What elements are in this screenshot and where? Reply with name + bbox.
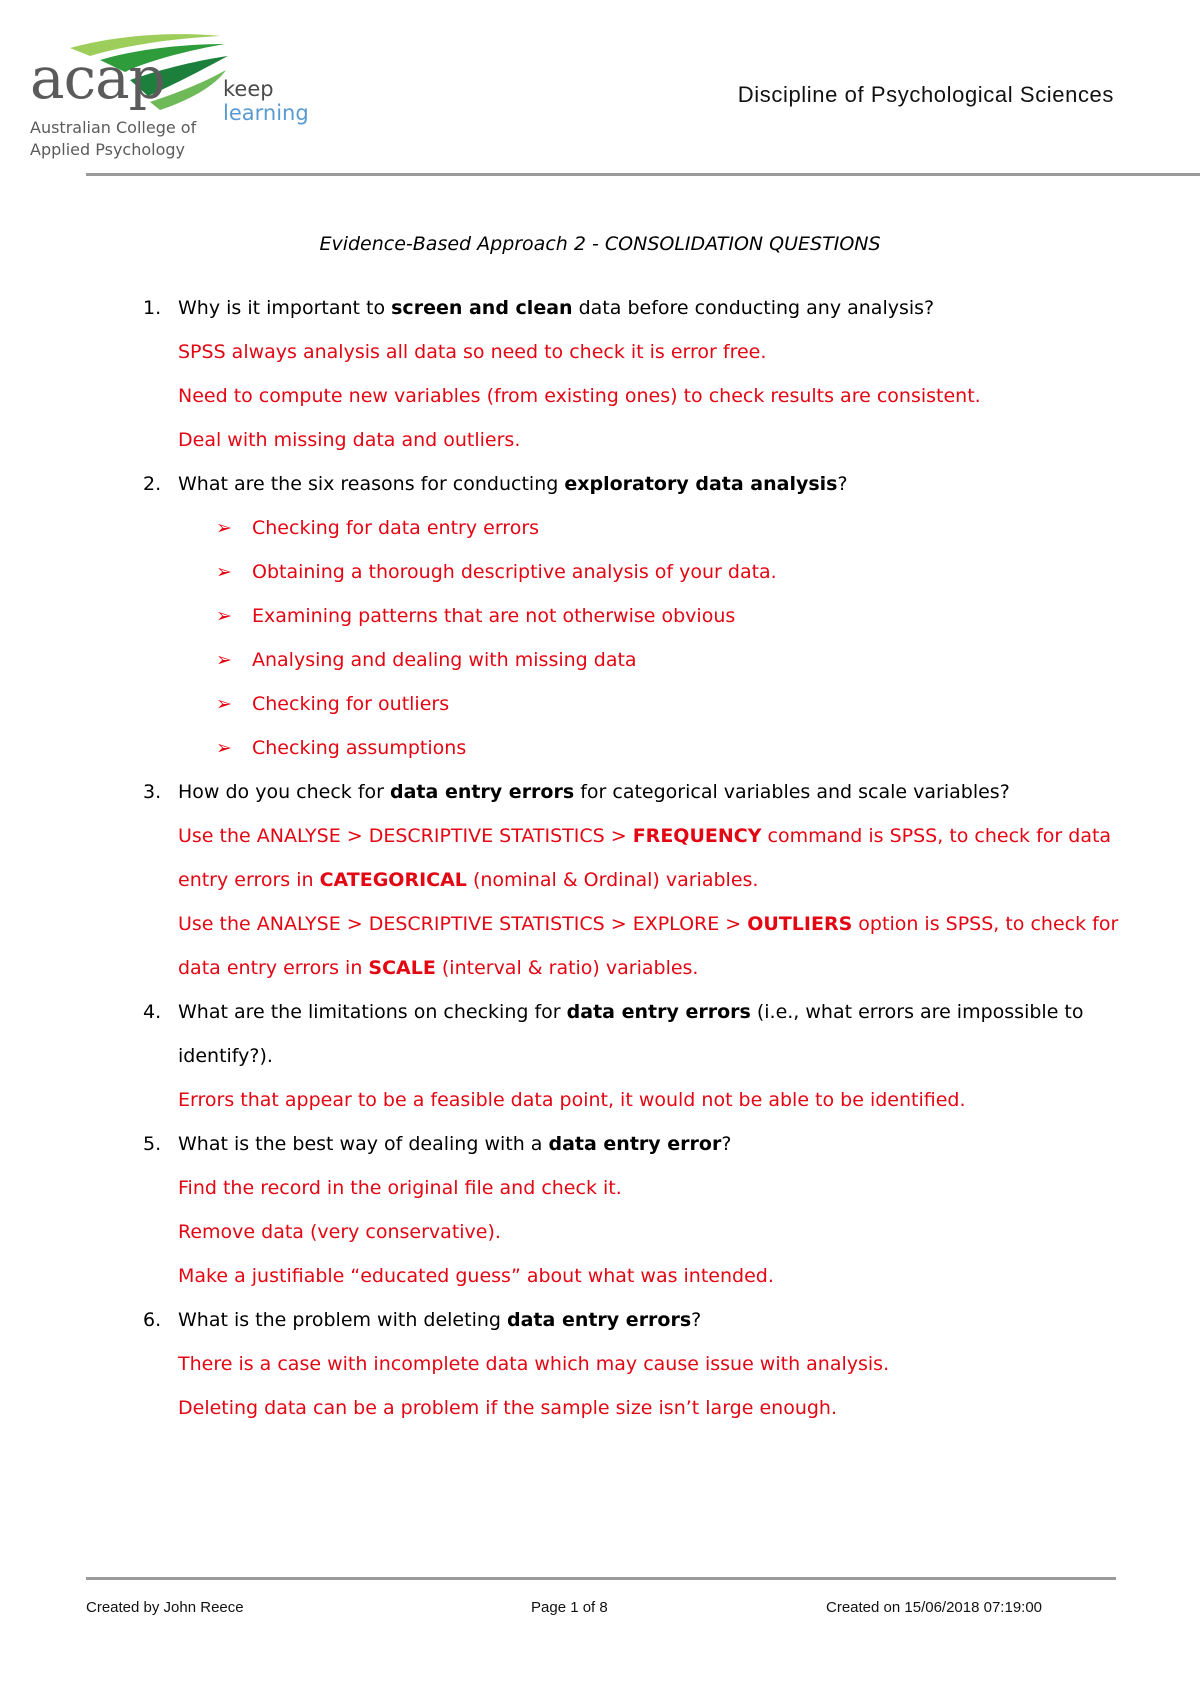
answer-text: [143, 330, 1143, 374]
text-run: Deal with missing data and outliers.: [178, 429, 521, 451]
text-run: command is SPSS, to check for data entry errors in: [178, 825, 1112, 891]
logo-subtitle-line-1: Australian College of: [30, 118, 197, 137]
question-text: [178, 1122, 1143, 1166]
bold-text: OUTLIERS: [747, 913, 853, 935]
footer-author: Created by John Reece: [86, 1599, 244, 1616]
discipline-heading: Discipline of Psychological Sciences: [737, 82, 1114, 107]
text-run: Remove data (very conservative).: [178, 1221, 501, 1243]
bullet-text: Checking for data entry errors: [252, 517, 540, 539]
arrow-bullet-icon: ➢: [216, 605, 232, 627]
question-text: [178, 286, 1143, 330]
bullet-text: Examining patterns that are not otherwise obvious: [252, 605, 736, 627]
bold-text: exploratory data analysis: [564, 473, 838, 495]
arrow-bullet-icon: ➢: [216, 517, 232, 539]
text-run: SPSS always analysis all data so need to check it is error free.: [178, 341, 767, 363]
question-text: [178, 770, 1143, 814]
arrow-bullet-icon: ➢: [216, 561, 232, 583]
text-run: There is a case with incomplete data which may cause issue with analysis.: [178, 1353, 890, 1375]
answer-bullet-item: [143, 726, 1143, 770]
bold-text: screen and clean: [391, 297, 573, 319]
text-run: Errors that appear to be a feasible data point, it would not be able to be identified.: [178, 1089, 966, 1111]
question-1: [143, 286, 1143, 330]
answer-text: [143, 814, 1143, 902]
text-run: ?: [691, 1309, 702, 1331]
answer-text: [143, 1166, 1143, 1210]
question-3: [143, 770, 1143, 814]
answer-bullet-item: [143, 682, 1143, 726]
bold-text: data entry errors: [566, 1001, 751, 1023]
bold-text: SCALE: [368, 957, 436, 979]
bullet-text: Checking assumptions: [252, 737, 467, 759]
answer-text: [143, 1254, 1143, 1298]
bold-text: FREQUENCY: [632, 825, 762, 847]
acap-logo: [30, 30, 360, 165]
question-number: 2.: [143, 473, 162, 495]
text-run: ?: [721, 1133, 732, 1155]
answer-text: [143, 902, 1143, 990]
question-text: [178, 1298, 1143, 1342]
question-2: [143, 462, 1143, 506]
question-number: 4.: [143, 1001, 162, 1023]
text-run: What is the problem with deleting: [178, 1309, 507, 1331]
logo-subtitle-line-2: Applied Psychology: [30, 140, 185, 159]
question-text: [178, 462, 1143, 506]
answer-text: [143, 1210, 1143, 1254]
text-run: option is SPSS, to check for data entry errors in: [178, 913, 1119, 979]
answer-bullet-item: [143, 550, 1143, 594]
question-number: 1.: [143, 297, 162, 319]
question-6: [143, 1298, 1143, 1342]
text-run: Find the record in the original file and check it.: [178, 1177, 622, 1199]
footer-divider: [86, 1577, 1116, 1580]
text-run: Make a justifiable “educated guess” about what was intended.: [178, 1265, 774, 1287]
question-4: [143, 990, 1143, 1078]
footer-page-number: Page 1 of 8: [531, 1599, 608, 1616]
arrow-bullet-icon: ➢: [216, 649, 232, 671]
bold-text: data entry error: [548, 1133, 722, 1155]
answer-text: [143, 1078, 1143, 1122]
bullet-text: Obtaining a thorough descriptive analysis of your data.: [252, 561, 777, 583]
text-run: (interval & ratio) variables.: [435, 957, 699, 979]
text-run: Deleting data can be a problem if the sample size isn’t large enough.: [178, 1397, 837, 1419]
question-text: [178, 990, 1143, 1078]
header-divider: [86, 173, 1200, 176]
answer-text: [143, 1386, 1143, 1430]
text-run: for categorical variables and scale variables?: [574, 781, 1010, 803]
bold-text: data entry errors: [507, 1309, 692, 1331]
answer-text: [143, 374, 1143, 418]
text-run: Use the ANALYSE > DESCRIPTIVE STATISTICS > EXPLORE >: [178, 913, 748, 935]
arrow-bullet-icon: ➢: [216, 737, 232, 759]
text-run: (i.e., what errors are impossible to identify?).: [178, 1001, 1084, 1067]
text-run: How do you check for: [178, 781, 390, 803]
document-title: Evidence-Based Approach 2 - CONSOLIDATION QUESTIONS: [319, 233, 881, 255]
answer-text: [143, 418, 1143, 462]
answer-bullet-item: [143, 638, 1143, 682]
text-run: Use the ANALYSE > DESCRIPTIVE STATISTICS >: [178, 825, 633, 847]
answer-text: [143, 1342, 1143, 1386]
text-run: (nominal & Ordinal) variables.: [466, 869, 759, 891]
answer-bullet-item: [143, 594, 1143, 638]
bullet-text: Checking for outliers: [252, 693, 450, 715]
text-run: What is the best way of dealing with a: [178, 1133, 549, 1155]
bold-text: CATEGORICAL: [319, 869, 467, 891]
text-run: What are the six reasons for conducting: [178, 473, 565, 495]
text-run: Need to compute new variables (from existing ones) to check results are consistent.: [178, 385, 981, 407]
footer-created-date: Created on 15/06/2018 07:19:00: [826, 1599, 1043, 1616]
question-number: 6.: [143, 1309, 162, 1331]
question-number: 5.: [143, 1133, 162, 1155]
bullet-text: Analysing and dealing with missing data: [252, 649, 637, 671]
text-run: Why is it important to: [178, 297, 392, 319]
question-list: [143, 286, 1143, 1430]
bold-text: data entry errors: [390, 781, 575, 803]
answer-bullet-item: [143, 506, 1143, 550]
text-run: data before conducting any analysis?: [572, 297, 935, 319]
logo-wordmark: acap: [30, 44, 165, 112]
logo-tagline: keep learning: [223, 77, 309, 125]
arrow-bullet-icon: ➢: [216, 693, 232, 715]
question-5: [143, 1122, 1143, 1166]
text-run: What are the limitations on checking for: [178, 1001, 567, 1023]
text-run: ?: [837, 473, 848, 495]
question-number: 3.: [143, 781, 162, 803]
